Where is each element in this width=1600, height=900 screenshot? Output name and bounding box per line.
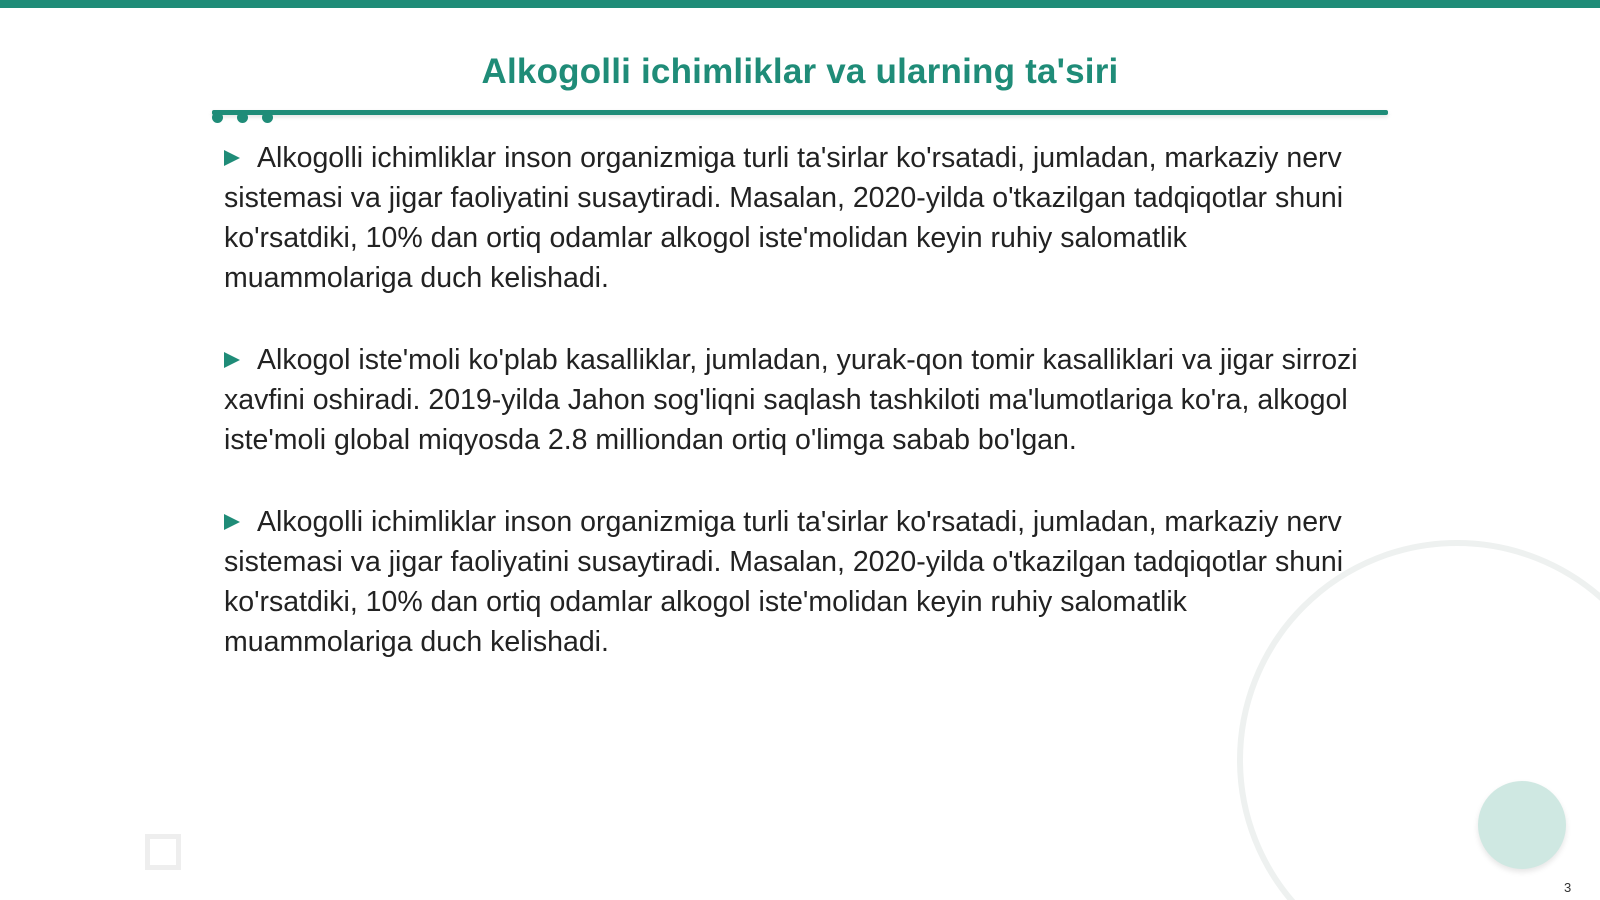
bullet-paragraph-1 (224, 138, 1374, 298)
decor-dot (212, 112, 223, 123)
bullet-list (224, 138, 1374, 704)
triangle-right-bullet-icon (224, 150, 240, 166)
triangle-right-bullet-icon (224, 514, 240, 530)
triangle-right-bullet-icon (224, 352, 240, 368)
bullet-paragraph-3 (224, 502, 1374, 662)
bullet-text: Alkogol iste'moli ko'plab kasalliklar, jumladan, yurak-qon tomir kasalliklari va jigar sirrozi xavfini oshiradi. 2019-yilda Jahon sog'liqni saqlash tashkiloti ma'lumotlariga ko'ra, alkogol iste'moli global miqyosda 2.8 milliondan ortiq o'limga sabab bo'lgan. (224, 344, 1358, 456)
bullet-text: Alkogolli ichimliklar inson organizmiga turli ta'sirlar ko'rsatadi, jumladan, markaziy nerv sistemasi va jigar faoliyatini susaytiradi. Masalan, 2020-yilda o'tkazilgan tadqiqotlar shuni ko'rsatdiki, 10% dan ortiq odamlar alkogol iste'molidan keyin ruhiy salomatlik muammolariga duch kelishadi. (224, 142, 1344, 294)
decor-square (145, 834, 181, 870)
decor-dot (262, 112, 273, 123)
title-underline (212, 110, 1388, 115)
page-number: 3 (1564, 880, 1572, 895)
top-accent-bar (0, 0, 1600, 8)
decor-circle (1478, 781, 1566, 869)
bullet-text: Alkogolli ichimliklar inson organizmiga turli ta'sirlar ko'rsatadi, jumladan, markaziy nerv sistemasi va jigar faoliyatini susaytiradi. Masalan, 2020-yilda o'tkazilgan tadqiqotlar shuni ko'rsatdiki, 10% dan ortiq odamlar alkogol iste'molidan keyin ruhiy salomatlik muammolariga duch kelishadi. (224, 506, 1344, 658)
bullet-paragraph-2 (224, 340, 1374, 460)
decor-dot (237, 112, 248, 123)
slide-title: Alkogolli ichimliklar va ularning ta'siri (481, 52, 1119, 91)
